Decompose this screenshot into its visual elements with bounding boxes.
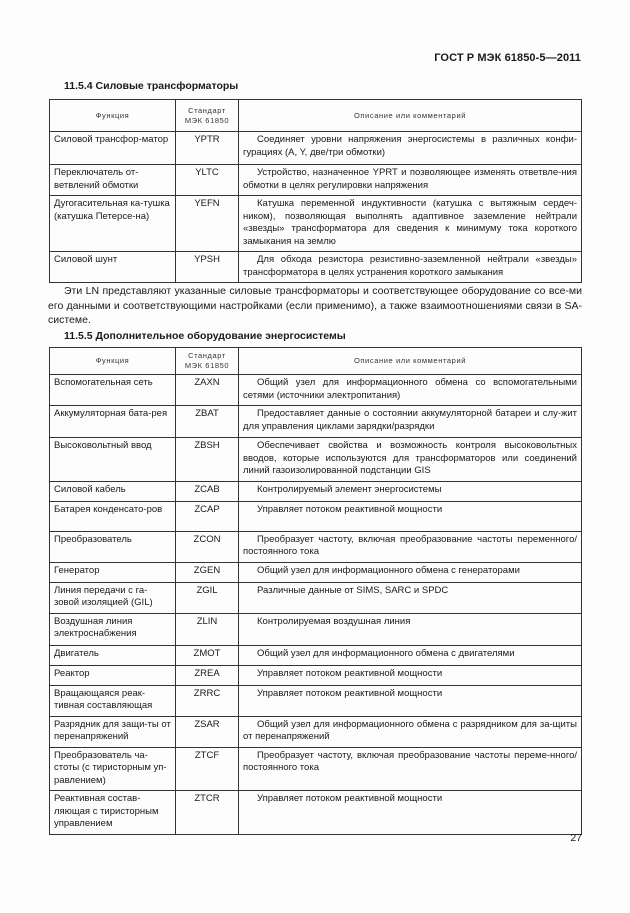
column-header-description: Описание или комментарий	[239, 348, 582, 375]
function-cell: Вспомогательная сеть	[50, 375, 176, 406]
code-cell: ZCAP	[176, 501, 239, 531]
description-cell: Для обхода резистора резистивно-заземленной нейтрали «звезды» трансформатора в целях устранения короткого замыкания	[239, 252, 582, 283]
description-cell: Общий узел для информационного обмена с разрядником для за-щиты от перенапряжений	[239, 716, 582, 747]
code-cell: ZGEN	[176, 562, 239, 582]
table-row	[50, 613, 582, 645]
table-row	[50, 685, 582, 716]
document-header: ГОСТ Р МЭК 61850-5—2011	[434, 52, 581, 64]
table-header-row	[50, 100, 582, 132]
table-row	[50, 562, 582, 582]
table-row	[50, 375, 582, 406]
power-transformers-table	[49, 99, 582, 283]
additional-equipment-table	[49, 347, 582, 835]
description-cell: Общий узел для информационного обмена со вспомогательными сетями (источники электропитания)	[239, 375, 582, 406]
table-row	[50, 582, 582, 613]
code-cell: ZBSH	[176, 438, 239, 482]
table-header-row	[50, 348, 582, 375]
table-row	[50, 132, 582, 165]
function-cell: Разрядник для защи-ты от перенапряжений	[50, 716, 176, 747]
description-cell: Различные данные от SIMS, SARC и SPDC	[239, 582, 582, 613]
function-cell: Двигатель	[50, 645, 176, 665]
function-cell: Преобразователь ча-стоты (с тиристорным уп-равлением)	[50, 747, 176, 791]
table-row	[50, 481, 582, 501]
table-row	[50, 438, 582, 482]
column-header-standard: Стандарт МЭК 61850	[176, 100, 239, 132]
description-cell: Катушка переменной индуктивности (катушка с вытяжным сердеч-ником), позволяющая выполнять адаптивное заземление нейтрали «звезды» трансформатора для сведения к минимуму тока короткого замыкания на землю	[239, 196, 582, 252]
column-header-function: Функция	[50, 348, 176, 375]
table-row	[50, 501, 582, 531]
function-cell: Реактивная состав-ляющая с тиристорным управлением	[50, 791, 176, 835]
column-header-standard: Стандарт МЭК 61850	[176, 348, 239, 375]
function-cell: Вращающаяся реак-тивная составляющая	[50, 685, 176, 716]
description-cell: Управляет потоком реактивной мощности	[239, 685, 582, 716]
function-cell: Реактор	[50, 665, 176, 685]
code-cell: ZTCF	[176, 747, 239, 791]
code-cell: ZSAR	[176, 716, 239, 747]
function-cell: Силовой шунт	[50, 252, 176, 283]
table-row	[50, 665, 582, 685]
code-cell: ZREA	[176, 665, 239, 685]
description-cell: Преобразует частоту, включая преобразование частоты переме-нного/постоянного тока	[239, 747, 582, 791]
function-cell: Силовой кабель	[50, 481, 176, 501]
function-cell: Воздушная линия электроснабжения	[50, 613, 176, 645]
function-cell: Аккумуляторная бата-рея	[50, 406, 176, 438]
description-cell: Общий узел для информационного обмена с генераторами	[239, 562, 582, 582]
table-row	[50, 645, 582, 665]
page-number: 27	[570, 832, 582, 844]
code-cell: YLTC	[176, 165, 239, 196]
table-row	[50, 196, 582, 252]
function-cell: Преобразователь	[50, 531, 176, 562]
table-row	[50, 747, 582, 791]
description-cell: Преобразует частоту, включая преобразование частоты переменного/постоянного тока	[239, 531, 582, 562]
code-cell: ZBAT	[176, 406, 239, 438]
function-cell: Генератор	[50, 562, 176, 582]
column-header-description: Описание или комментарий	[239, 100, 582, 132]
description-cell: Управляет потоком реактивной мощности	[239, 665, 582, 685]
table-row	[50, 531, 582, 562]
code-cell: ZRRC	[176, 685, 239, 716]
code-cell: ZMOT	[176, 645, 239, 665]
description-cell: Предоставляет данные о состоянии аккумуляторной батареи и слу-жит для управления циклами зарядки/разрядки	[239, 406, 582, 438]
function-cell: Дугогасительная ка-тушка (катушка Петерсе-на)	[50, 196, 176, 252]
function-cell: Линия передачи с га-зовой изоляцией (GIL)	[50, 582, 176, 613]
function-cell: Переключатель от-ветвлений обмотки	[50, 165, 176, 196]
description-cell: Соединяет уровни напряжения энергосистемы в различных конфи-гурациях (A, Y, две/три обмотки)	[239, 132, 582, 165]
description-cell: Общий узел для информационного обмена с двигателями	[239, 645, 582, 665]
function-cell: Высоковольтный ввод	[50, 438, 176, 482]
description-cell: Контролируемая воздушная линия	[239, 613, 582, 645]
table-row	[50, 791, 582, 835]
description-cell: Управляет потоком реактивной мощности	[239, 501, 582, 531]
table-row	[50, 252, 582, 283]
table-row	[50, 165, 582, 196]
table-row	[50, 406, 582, 438]
section-title-additional-equipment: 11.5.5 Дополнительное оборудование энергосистемы	[64, 330, 346, 342]
description-cell: Управляет потоком реактивной мощности	[239, 791, 582, 835]
section-title-power-transformers: 11.5.4 Силовые трансформаторы	[64, 80, 239, 92]
function-cell: Силовой трансфор-матор	[50, 132, 176, 165]
function-cell: Батарея конденсато-ров	[50, 501, 176, 531]
column-header-function: Функция	[50, 100, 176, 132]
code-cell: ZGIL	[176, 582, 239, 613]
description-cell: Обеспечивает свойства и возможность контроля высоковольтных вводов, которые используются для трансформаторов или соединений линий газоизолированной подстанции GIS	[239, 438, 582, 482]
code-cell: ZLIN	[176, 613, 239, 645]
code-cell: ZCAB	[176, 481, 239, 501]
code-cell: ZAXN	[176, 375, 239, 406]
code-cell: YPTR	[176, 132, 239, 165]
body-paragraph: Эти LN представляют указанные силовые трансформаторы и соответствующее оборудование со все-ми его данными и соответствующими настройками (если применимо), а также взаимоотношениями связи в SA-системе.	[48, 285, 582, 326]
code-cell: ZTCR	[176, 791, 239, 835]
code-cell: YEFN	[176, 196, 239, 252]
description-cell: Устройство, назначенное YPRT и позволяющее изменять ответвле-ния обмотки в целях регулировки напряжения	[239, 165, 582, 196]
description-cell: Контролируемый элемент энергосистемы	[239, 481, 582, 501]
code-cell: ZCON	[176, 531, 239, 562]
code-cell: YPSH	[176, 252, 239, 283]
table-row	[50, 716, 582, 747]
